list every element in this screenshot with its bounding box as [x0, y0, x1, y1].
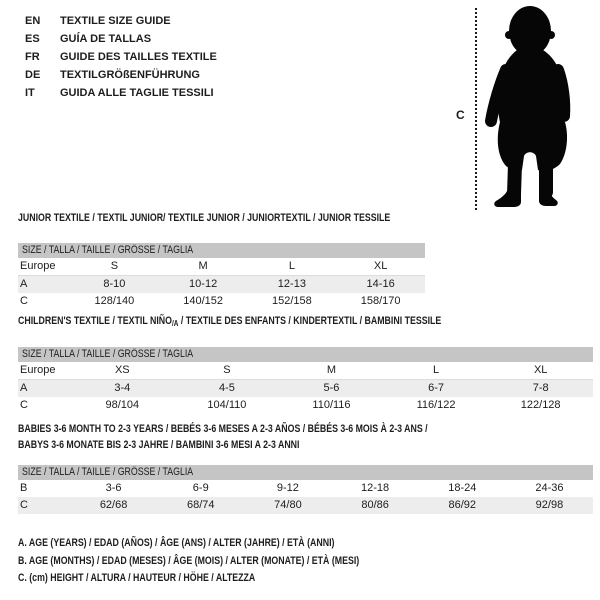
cell: 12-18 — [361, 482, 390, 494]
cell: 8-10 — [103, 278, 126, 290]
table-row-europe — [18, 362, 593, 380]
cell: 5-6 — [323, 382, 340, 394]
cell: 6-9 — [192, 482, 209, 494]
table-size-header: SIZE / TALLA / TAILLE / GRÖSSE / TAGLIA — [18, 347, 593, 362]
cell: 3-4 — [114, 382, 131, 394]
section-title-junior — [18, 212, 483, 224]
cell: S — [110, 260, 119, 272]
cell: 4-5 — [218, 382, 235, 394]
cell: 10-12 — [189, 278, 218, 290]
cell: 24-36 — [535, 482, 564, 494]
table-size-header: SIZE / TALLA / TAILLE / GRÖSSE / TAGLIA — [18, 243, 425, 258]
cell: 62/68 — [99, 499, 128, 511]
cell: XS — [114, 364, 130, 376]
baby-silhouette-icon — [484, 4, 589, 210]
language-row — [25, 30, 217, 48]
language-list — [25, 12, 217, 102]
cell: S — [223, 364, 231, 376]
row-label: A — [20, 382, 28, 394]
cell: 104/110 — [207, 399, 247, 411]
section-title-babies — [18, 421, 530, 453]
section-title-text: CHILDREN'S TEXTILE / TEXTIL $NIÑO_{/A}$ / TEXTILE DES ENFANTS / KINDERTEXTIL / BAMBINI TESSILE — [18, 315, 442, 328]
row-label: B — [20, 482, 28, 494]
language-row — [25, 12, 217, 30]
note-b: B. AGE (MONTHS) / EDAD (MESES) / ÂGE (MOIS) / ALTER (MONATE) / ETÀ (MESI) — [18, 554, 360, 567]
table-row-c — [18, 397, 593, 414]
cell: 86/92 — [448, 499, 477, 511]
table-row-a — [18, 380, 593, 397]
cell: 6-7 — [428, 382, 445, 394]
cell: 128/140 — [94, 295, 135, 307]
cell: M — [326, 364, 337, 376]
section-title-line1: BABIES 3-6 MONTH TO 2-3 YEARS / BEBÉS 3-6 MESES A 2-3 AÑOS / BÉBÉS 3-6 MOIS À 2-3 ANS / — [18, 423, 428, 435]
section-title-text: JUNIOR TEXTILE / TEXTIL JUNIOR/ TEXTILE JUNIOR / JUNIORTEXTIL / JUNIOR TESSILE — [18, 212, 391, 224]
size-table-junior — [18, 243, 425, 310]
table-size-header: SIZE / TALLA / TAILLE / GRÖSSE / TAGLIA — [18, 465, 593, 480]
cell: 12-13 — [277, 278, 306, 290]
note-c: C. (cm) HEIGHT / ALTURA / HAUTEUR / HÖHE / ALTEZZA — [18, 572, 256, 584]
section-title-line2: BABYS 3-6 MONATE BIS 2-3 JAHRE / BAMBINI 3-6 MESI A 2-3 ANNI — [18, 439, 300, 451]
cell: 74/80 — [274, 499, 302, 511]
cell: 92/98 — [535, 499, 564, 511]
language-code: ES — [25, 33, 40, 45]
table-row-europe — [18, 258, 425, 276]
subscript-text: /A — [171, 319, 179, 328]
cell: 152/158 — [271, 295, 312, 307]
cell: 7-8 — [532, 382, 549, 394]
language-label: GUÍA DE TALLAS — [60, 33, 152, 45]
row-label: Europe — [20, 364, 56, 376]
language-row — [25, 66, 217, 84]
legend-notes — [18, 535, 445, 588]
cell: 158/170 — [360, 295, 401, 307]
table-row-b — [18, 480, 593, 497]
language-label: GUIDE DES TAILLES TEXTILE — [60, 51, 217, 63]
cell: 110/116 — [312, 399, 351, 411]
row-label: A — [20, 278, 28, 290]
cell: 18-24 — [448, 482, 477, 494]
language-label: GUIDA ALLE TAGLIE TESSILI — [60, 87, 214, 99]
height-measure-label: C — [456, 108, 465, 122]
cell: XL — [533, 364, 548, 376]
language-label: TEXTILGRÖßENFÜHRUNG — [60, 69, 200, 81]
cell: 140/152 — [183, 295, 223, 307]
section-title-children — [18, 315, 547, 328]
row-label: C — [20, 399, 28, 411]
language-code: FR — [25, 51, 40, 63]
language-row — [25, 48, 217, 66]
note-a: A. AGE (YEARS) / EDAD (AÑOS) / ÂGE (ANS) / ALTER (JAHRE) / ETÀ (ANNI) — [18, 537, 335, 549]
table-row-c — [18, 293, 425, 310]
cell: 98/104 — [105, 399, 140, 411]
language-code: EN — [25, 15, 41, 27]
table-row-a — [18, 276, 425, 293]
cell: L — [288, 260, 295, 272]
size-table-babies — [18, 465, 593, 514]
cell: 14-16 — [366, 278, 395, 290]
row-label: C — [20, 499, 28, 511]
height-dotted-line — [475, 8, 477, 210]
language-row — [25, 84, 217, 102]
table-row-c — [18, 497, 593, 514]
cell: 122/128 — [520, 399, 561, 411]
cell: 80/86 — [361, 499, 389, 511]
cell: 68/74 — [186, 499, 215, 511]
cell: 9-12 — [276, 482, 299, 494]
row-label: C — [20, 295, 28, 307]
size-table-children — [18, 347, 593, 414]
language-label: TEXTILE SIZE GUIDE — [60, 15, 171, 27]
cell: L — [433, 364, 440, 376]
row-label: Europe — [20, 260, 56, 272]
cell: 3-6 — [105, 482, 122, 494]
cell: M — [198, 260, 208, 272]
cell: 116/122 — [416, 399, 456, 411]
language-code: DE — [25, 69, 41, 81]
language-code: IT — [25, 87, 35, 99]
cell: XL — [373, 260, 388, 272]
